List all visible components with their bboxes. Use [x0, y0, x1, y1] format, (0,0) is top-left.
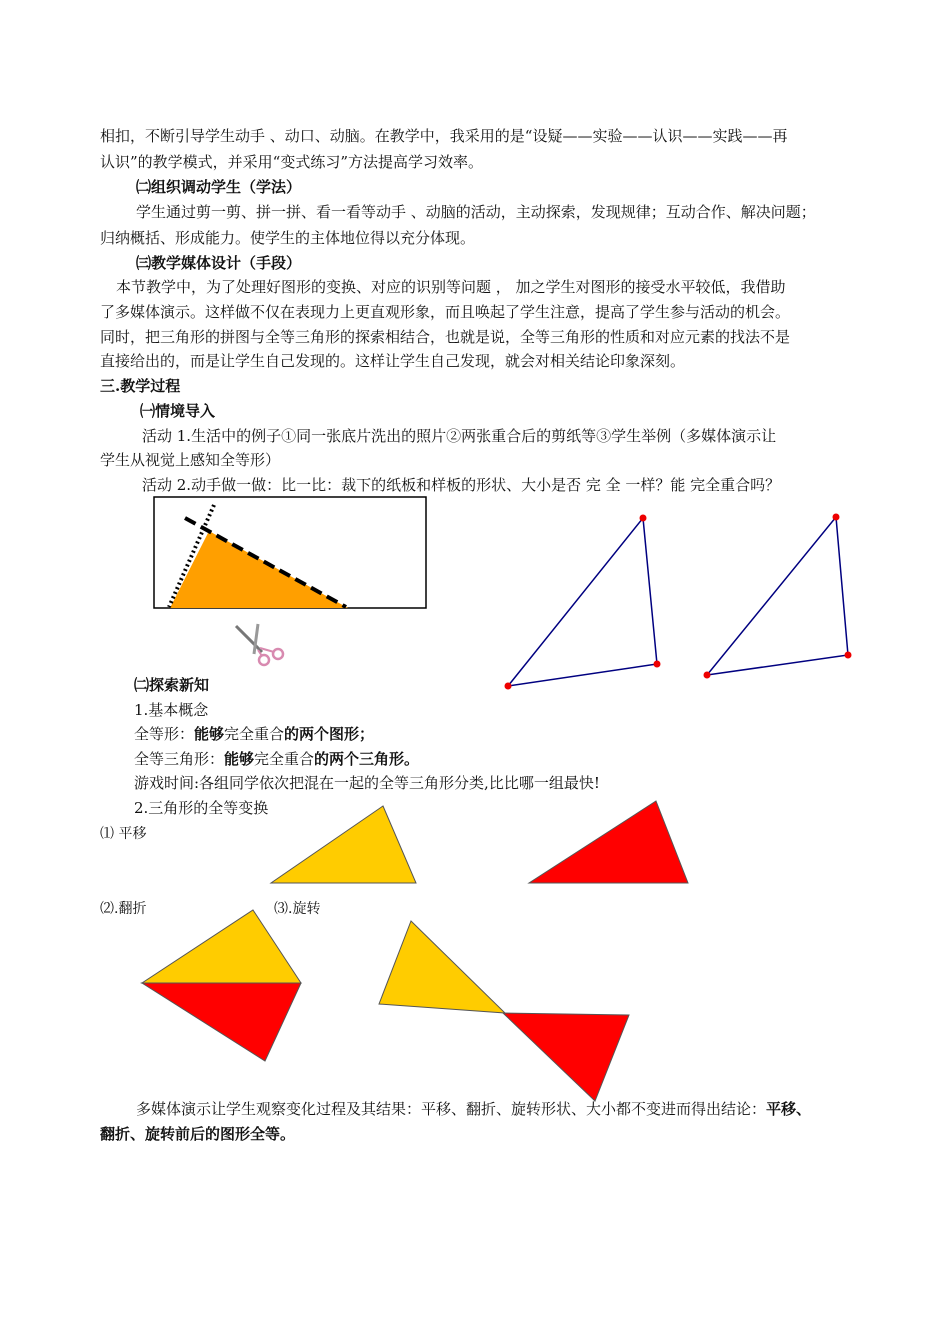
definition-term: 全等三角形：	[134, 750, 225, 768]
paragraph-line: 活动 1.生活中的例子①同一张底片洗出的照片②两张重合后的剪纸等③学生举例（多媒体演示让	[142, 427, 777, 445]
outline-triangle-left	[505, 515, 661, 690]
definition-emphasis: 能够	[224, 750, 255, 768]
outline-triangle-right	[704, 514, 852, 679]
paragraph-line: 相扣，不断引导学生动手 、动口、动脑。在教学中，我采用的是“设疑——实验——认识——实践——再	[100, 127, 788, 145]
conclusion-emphasis: 平移、	[766, 1100, 812, 1118]
paragraph-line: 1.基本概念	[134, 701, 209, 719]
definition-emphasis: 的两个三角形。	[314, 750, 420, 768]
section-heading-process: 三.教学过程	[100, 377, 181, 395]
paragraph-line: 认识”的教学模式，并采用“变式练习”方法提高学习效率。	[100, 153, 484, 171]
vertex-point	[505, 683, 512, 690]
vertex-point	[654, 661, 661, 668]
paragraph-line: 直接给出的，而是让学生自己发现的。这样让学生自己发现，就会对相关结论印象深刻。	[100, 352, 686, 370]
translate-triangle-red	[529, 801, 688, 883]
vertex-point	[845, 652, 852, 659]
translate-triangle-yellow	[271, 806, 416, 883]
vertex-point	[833, 514, 840, 521]
definition-emphasis: 的两个图形；	[284, 725, 375, 743]
label-flip: ⑵.翻折	[100, 901, 147, 917]
rotate-triangle-red	[503, 1013, 629, 1101]
paragraph-line: 了多媒体演示。这样做不仅在表现力上更直观形象，而且唤起了学生注意，提高了学生参与活动的机会。	[100, 303, 791, 321]
definition-emphasis: 能够	[194, 725, 225, 743]
section-heading-media: ㈢教学媒体设计（手段）	[136, 254, 302, 272]
paragraph-line: 同时，把三角形的拼图与全等三角形的探索相结合，也就是说，全等三角形的性质和对应元素的找法不是	[100, 328, 791, 346]
flip-triangle-yellow	[142, 910, 301, 983]
subheading-explore: ㈡探索新知	[134, 676, 210, 694]
paragraph-line: 活动 2.动手做一做：比一比：裁下的纸板和样板的形状、大小是否 完 全 一样？能 完全重合吗？	[142, 476, 781, 494]
definition-text: 完全重合	[254, 750, 315, 768]
section-heading-method: ㈡组织调动学生（学法）	[136, 178, 302, 196]
definition-text: 完全重合	[224, 725, 285, 743]
conclusion-text: 多媒体演示让学生观察变化过程及其结果：平移、翻折、旋转形状、大小都不变进而得出结论：	[136, 1100, 767, 1118]
subheading-intro: ㈠情境导入	[140, 402, 216, 420]
paragraph-line: 归纳概括、形成能力。使学生的主体地位得以充分体现。	[100, 229, 476, 247]
label-rotate: ⑶.旋转	[274, 901, 321, 917]
definition-term: 全等形：	[134, 725, 195, 743]
scissors-icon	[236, 624, 283, 665]
label-translate: ⑴ 平移	[100, 826, 147, 842]
paragraph-line: 游戏时间:各组同学依次把混在一起的全等三角形分类,比比哪一组最快!	[134, 774, 600, 792]
paragraph-line: 本节教学中，为了处理好图形的变换、对应的识别等问题 ， 加之学生对图形的接受水平较低，我借助	[116, 278, 786, 296]
conclusion-line: 翻折、旋转前后的图形全等。	[100, 1125, 296, 1143]
paper-cutting-figure	[154, 497, 426, 608]
vertex-point	[704, 672, 711, 679]
paragraph-line: 学生从视觉上感知全等形）	[100, 451, 281, 469]
paragraph-line: 2.三角形的全等变换	[134, 799, 269, 817]
flip-triangle-red	[142, 983, 301, 1061]
paragraph-line: 学生通过剪一剪、拼一拼、看一看等动手 、动脑的活动，主动探索，发现规律；互动合作、解决问题；	[136, 203, 816, 221]
vertex-point	[640, 515, 647, 522]
rotate-triangle-yellow	[379, 921, 505, 1013]
